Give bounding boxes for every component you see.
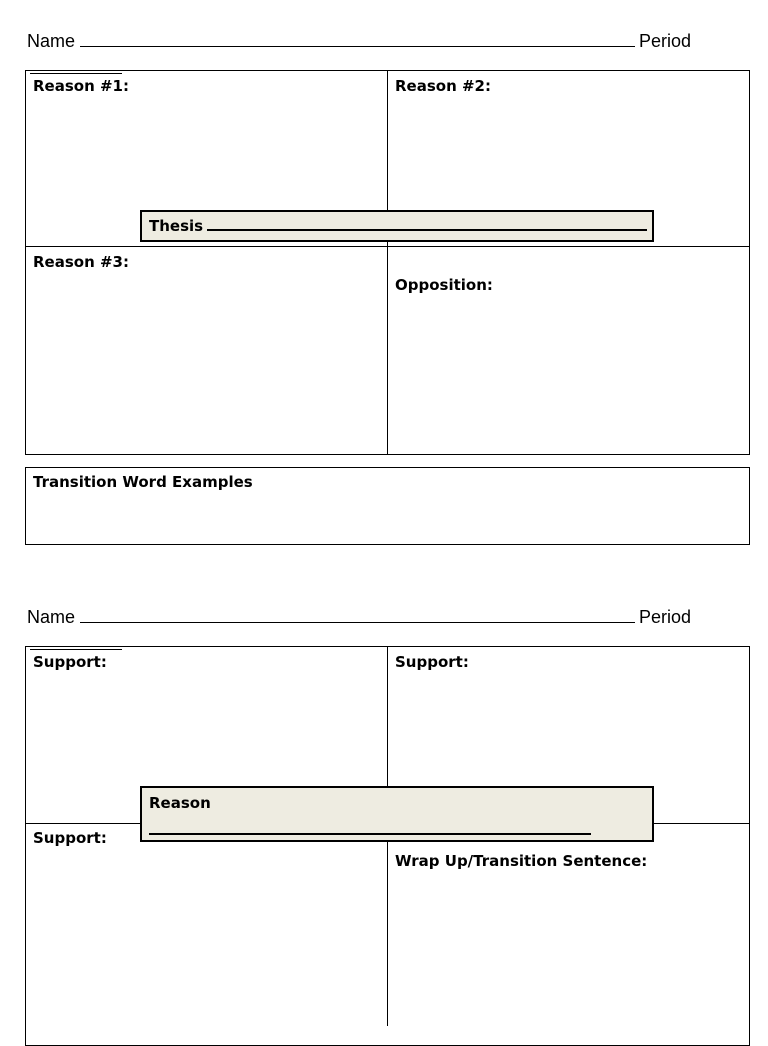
thesis-blank[interactable]: [207, 217, 647, 231]
name-blank-2[interactable]: [80, 606, 635, 623]
name-blank[interactable]: [80, 30, 635, 47]
reason-blank[interactable]: [149, 833, 591, 835]
name-label: Name: [27, 31, 76, 51]
wrap-up-label: Wrap Up/Transition Sentence:: [395, 852, 648, 870]
name-line-2: [27, 606, 691, 628]
support-bottom-left-label: Support:: [33, 829, 107, 847]
reason-label: Reason: [149, 794, 211, 812]
tab-mark: [30, 73, 122, 74]
reason-box[interactable]: [140, 786, 654, 842]
reason-2-label: Reason #2:: [395, 77, 491, 95]
support-top-right-label: Support:: [395, 653, 469, 671]
period-label-2: Period: [639, 607, 692, 627]
reason-3-label: Reason #3:: [33, 253, 129, 271]
grid-divider-vertical: [387, 70, 388, 455]
thesis-box[interactable]: [140, 210, 654, 242]
name-label-2: Name: [27, 607, 76, 627]
name-line: [27, 30, 691, 52]
support-top-left-label: Support:: [33, 653, 107, 671]
tab-mark-2: [30, 649, 122, 650]
grid-divider-horizontal: [25, 246, 750, 247]
period-label: Period: [639, 31, 692, 51]
opposition-label: Opposition:: [395, 276, 493, 294]
thesis-label: Thesis: [149, 217, 204, 235]
transition-word-label: Transition Word Examples: [33, 473, 253, 491]
reason-1-label: Reason #1:: [33, 77, 129, 95]
